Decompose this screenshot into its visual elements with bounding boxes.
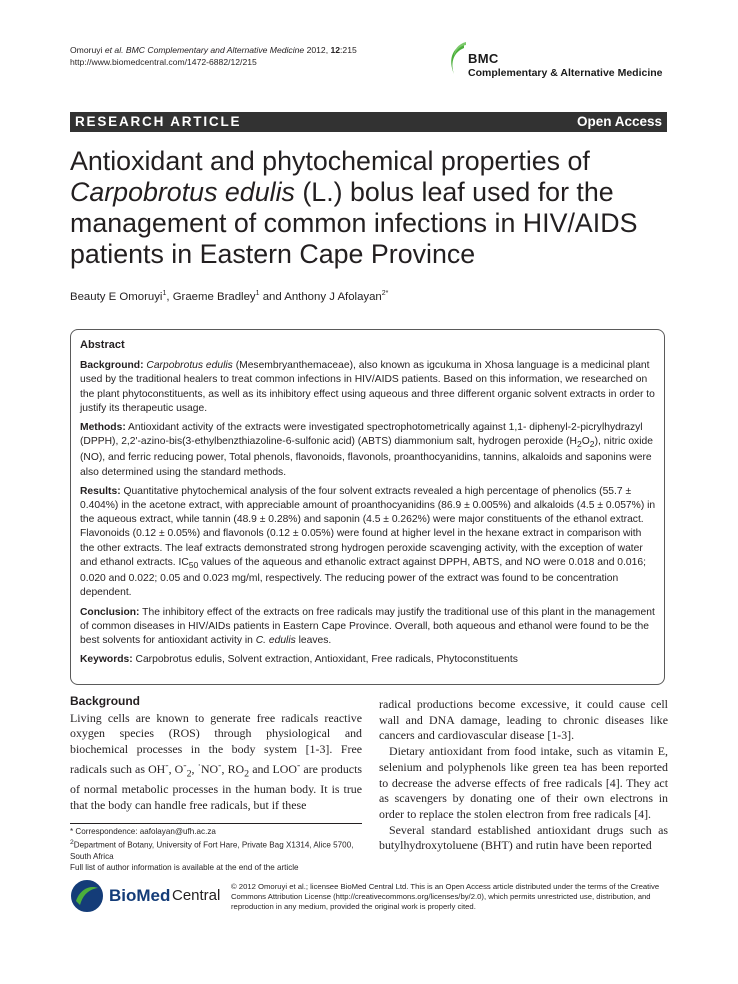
body-paragraph: Several standard established antioxidant drugs such as butylhydroxytoluene (BHT) and rutin have been reported (379, 822, 668, 853)
body-column-right (379, 697, 668, 854)
author-info-note: Full list of author information is available at the end of the article (70, 862, 299, 872)
correspondence-note: * Correspondence: aafolayan@ufh.ac.za (70, 827, 216, 836)
body-paragraph: radical productions become excessive, it could cause cell wall and DNA damage, leading to chronic diseases like cancers and cardiovascular disease [1-3]. (379, 697, 668, 743)
body-paragraph: Living cells are known to generate free radicals reactive oxygen species (ROS) through physiological and biochemical processes in the body system [1-3]. Free radicals such as OH-, $O^-_2$, ·NO-, $RO_2$ and LOO- are products of normal metabolic processes in the human body. It is true that the body can handle free radicals, but if these (70, 710, 363, 812)
section-heading-background: Background (70, 694, 141, 708)
abstract-conclusion: Conclusion: The inhibitory effect of the extracts on free radicals may justify the traditional use of this plant in the management of common diseases in HIV/AIDs patients in Eastern Cape Province. Overall, both aqueous and ethanol were found to be the best solvents for antioxidant activity in C. edulis leaves. (80, 606, 655, 646)
central-logo-text: Central (172, 887, 221, 904)
author-name: Anthony J Afolayan (284, 290, 382, 303)
footnote-divider (70, 823, 362, 824)
author-name: Beauty E Omoruyi (70, 290, 163, 303)
bmc-swoosh-icon (446, 40, 468, 80)
biomed-logo-text: BioMed (109, 886, 171, 905)
article-title: Antioxidant and phytochemical properties of Carpobrotus edulis (L.) bolus leaf used for the management of common infections in HIV/AIDS patients in Eastern Cape Province (70, 146, 638, 269)
body-paragraph: Dietary antioxidant from food intake, such as vitamin E, selenium and polyphenols like green tea has been reported to decrease the adverse effects of free radicals [4]. They act as scavengers by donating one of their own electrons in order to replace the stolen electron from free radicals [4]. (379, 744, 668, 821)
author-name: Graeme Bradley (172, 290, 256, 303)
author-list: Beauty E Omoruyi$^1$, Graeme Bradley$^1$ and Anthony J Afolayan$^{2*}$ (70, 290, 389, 303)
abstract-results: Results: Quantitative phytochemical analysis of the four solvent extracts revealed a high percentage of phenolics (55.7 ± 0.404%) in the acetone extract, with appreciable amount of proanthocyanidins (86.9 ± 0.005%) and alkaloids (4.5 ± 0.057%) in the aqueous extract, while tannin (48.9 ± 0.28%) and saponin (4.5 ± 0.262%) were major constituents of the ethanol extract. Flavonoids (0.12 ± 0.05%) and flavonols (0.12 ± 0.05%) were found at higher level in the hexane extract in comparison with the other extracts. The leaf extracts demonstrated strong hydrogen peroxide scavenging activity, with the exception of water and ethanol extracts. $IC_{50}$ values of the aqueous and ethanolic extract against DPPH, ABTS, and NO were 0.018 and 0.016; 0.020 and 0.022; 0.05 and 0.023 mg/ml, respectively. The reducing power of the extract was found to be concentration dependent. (80, 485, 656, 599)
abstract-box (70, 329, 665, 685)
logo-bmc-text: BMC (468, 51, 499, 66)
footnotes (70, 826, 362, 873)
article-type-label: RESEARCH ARTICLE (75, 114, 242, 129)
abstract-background: Background: Carpobrotus edulis (Mesembryanthemaceae), also known as igcukuma in Xhosa language is a medicinal plant used by the traditional healers to treat common infections in HIV/AIDS patients. Based on this information, we researched on the plant phytoconstituents, as well as its inhibitory effect using aqueous and three different organic solvent extracts in order to justify its therapeutic usage. (80, 360, 655, 414)
license-text: © 2012 Omoruyi et al.; licensee BioMed Central Ltd. This is an Open Access article distributed under the terms of the Creative Commons Attribution License (http://creativecommons.org/licenses/by/2.0), which permits unrestricted use, distribution, and reproduction in any medium, provided the original work is properly cited. (231, 882, 660, 912)
abstract-keywords: Keywords: Carpobrotus edulis, Solvent extraction, Antioxidant, Free radicals, Phytoconstituents (80, 654, 518, 666)
citation-header (70, 44, 357, 68)
citation-line: Omoruyi et al. BMC Complementary and Alternative Medicine 2012, 12:215 (70, 45, 357, 55)
abstract-methods: Methods: Antioxidant activity of the extracts were investigated spectrophotometrically against 1,1- diphenyl-2-picrylhydrazyl (DPPH), 2,2'-azino-bis(3-ethylbenzthiazoline-6-sulfonic acid) (ABTS) diammonium salt, hydrogen peroxide $(H_2O_2)$, nitric oxide (NO), and ferric reducing power, Total phenols, flavonoids, flavonols, proanthocyanidins, tannins, alkaloids and saponins were also determined using the standard methods. (80, 422, 653, 478)
article-url-link[interactable]: http://www.biomedcentral.com/1472-6882/12/215 (70, 57, 257, 67)
article-type-banner (70, 112, 667, 132)
abstract-heading: Abstract (80, 339, 125, 351)
body-column-left (70, 694, 362, 813)
biomed-central-logo (70, 878, 220, 914)
biomed-central-emblem-icon (70, 879, 104, 913)
open-access-label: Open Access (576, 114, 662, 129)
journal-logo (446, 40, 676, 86)
logo-journal-name: Complementary & Alternative Medicine (468, 67, 663, 79)
affiliation-note: $^2$Department of Botany, University of Fort Hare, Private Bag X1314, Alice 5700, South Africa (70, 839, 354, 861)
